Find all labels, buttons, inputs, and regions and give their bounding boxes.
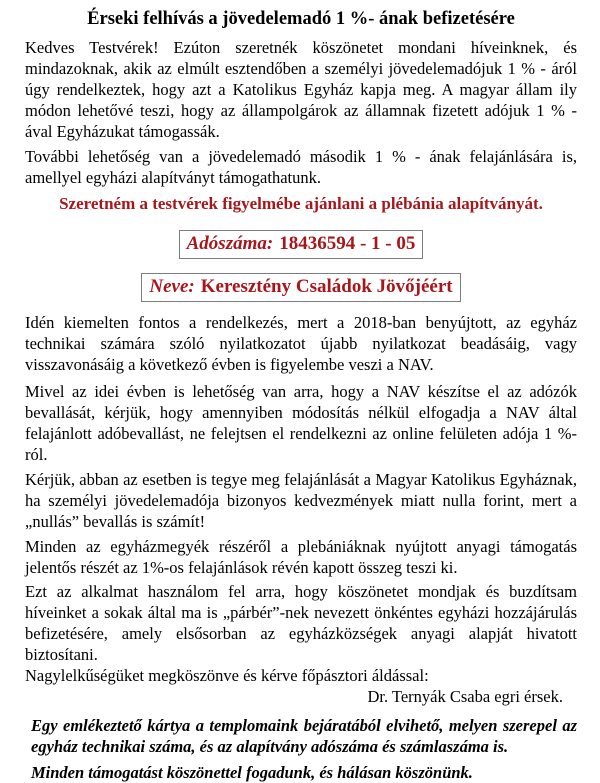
tax-number-value: 18436594 - 1 - 05	[279, 233, 416, 254]
paragraph-parber: Ezt az alkalmat használom fel arra, hogy köszönetet mondjak és buzdítsam híveinket a sokak által ma is „párbér”-nek nevezett önkéntes egyházi hozzájárulás befizetésére, amely elsősorban az egyházközségek anyagi alapját hivatott biztosítani.	[25, 582, 577, 664]
signature-line: Dr. Ternyák Csaba egri érsek.	[367, 687, 563, 706]
foundation-name-row	[25, 273, 577, 302]
recommendation-heading: Szeretném a testvérek figyelmébe ajánlani a plébánia alapítványát.	[59, 194, 543, 213]
foundation-name-value: Keresztény Családok Jövőjéért	[200, 276, 453, 297]
note-reminder-card: Egy emlékeztető kártya a templomaink bejáratából elvihető, melyen szerepel az egyház technikai száma, és az alapítvány adószáma és számlaszáma is.	[31, 716, 577, 756]
tax-number-box	[179, 230, 424, 259]
tax-number-row	[25, 230, 577, 259]
paragraph-second-percent: További lehetőség van a jövedelemadó második 1 % - ának felajánlására is, amellyel egyházi alapítványt támogathatunk.	[25, 147, 577, 187]
paragraph-nullas: Kérjük, abban az esetben is tegye meg felajánlását a Magyar Katolikus Egyháznak, ha személyi jövedelemadója bizonyos kedvezmények miatt nulla forint, mert a „nullás” bevallás is számít!	[25, 470, 577, 531]
note-thanks: Minden támogatást köszönettel fogadunk, és hálásan köszönünk.	[31, 763, 473, 782]
paragraph-nav-rule: Mivel az idei évben is lehetőség van arra, hogy a NAV készítse el az adózók bevallását, kérjük, hogy amennyiben módosítás nélkül elfogadja a NAV által felajánlott adóbevallást, ne felejtsen el rendelkezni az online felületen adója 1 %-ról.	[25, 382, 577, 464]
blessing-line: Nagylelkűségüket megköszönve és kérve főpásztori áldással:	[25, 666, 429, 685]
paragraph-year-rule: Idén kiemelten fontos a rendelkezés, mert a 2018-ban benyújtott, az egyház technikai számára szóló nyilatkozatot újabb nyilatkozat beadásáig, vagy visszavonásáig a következő évben is figyelembe veszi a NAV.	[25, 313, 577, 374]
tax-number-label: Adószáma:	[186, 233, 274, 254]
foundation-name-label: Neve:	[149, 276, 195, 297]
foundation-name-box	[141, 273, 460, 302]
document-title: Érseki felhívás a jövedelemadó 1 %- ának befizetésére	[87, 9, 515, 29]
paragraph-support: Minden az egyházmegyék részéről a plebániáknak nyújtott anyagi támogatás jelentős részét az 1%-os felajánlások révén kapott összeg teszi ki.	[25, 537, 577, 577]
paragraph-intro: Kedves Testvérek! Ezúton szeretnék köszönetet mondani híveinknek, és mindazoknak, akik az elmúlt esztendőben a személyi jövedelemadójuk 1 % - áról úgy rendelkeztek, hogy azt a Katolikus Egyház kapja meg. A magyar állam ily módon lehetővé teszi, hogy az állampolgárok az államnak fizetett adójuk 1 % - ával Egyházukat támogassák.	[25, 38, 577, 141]
